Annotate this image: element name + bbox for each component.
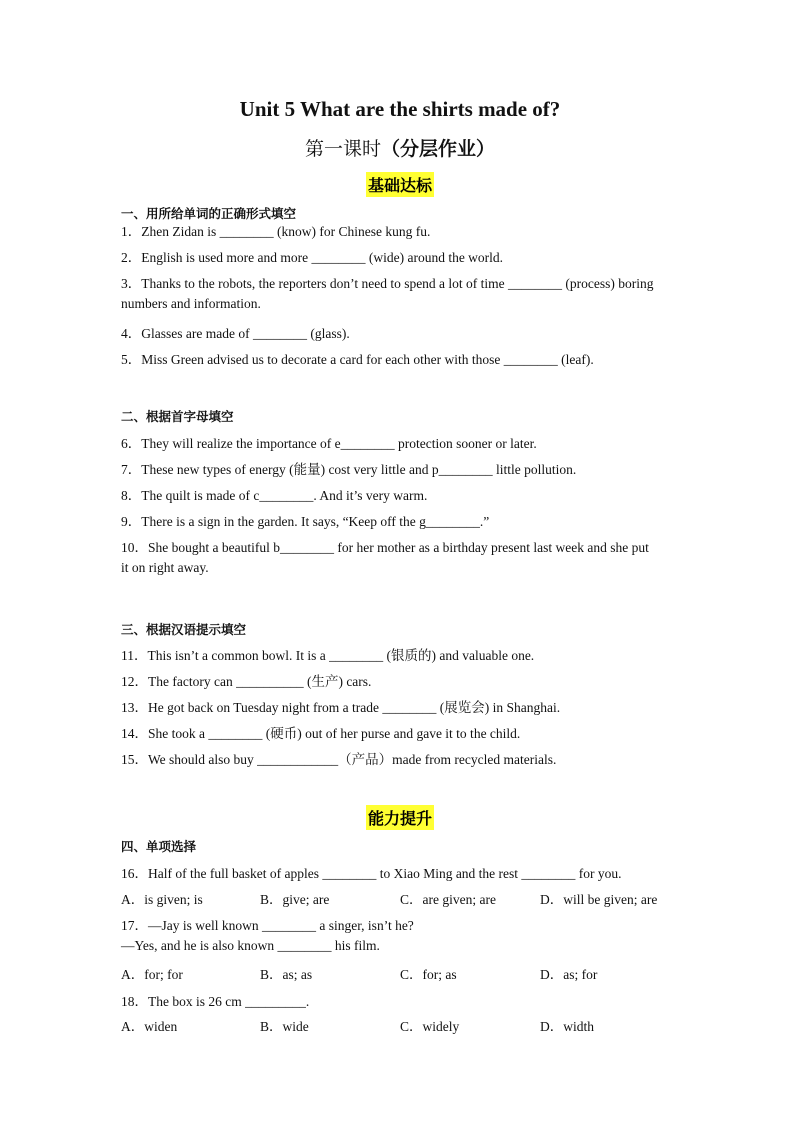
- section-4-heading: 四、单项选择: [121, 839, 197, 854]
- question-5: 5．Miss Green advised us to decorate a card for each other with those ________ (leaf).: [121, 352, 594, 367]
- section-3-heading: 三、根据汉语提示填空: [121, 622, 247, 637]
- question-17-reply: —Yes, and he is also known ________ his film.: [121, 938, 380, 953]
- advanced-level-heading: [0, 805, 800, 830]
- q18-option-d: D．width: [540, 1019, 594, 1034]
- question-14: 14．She took a ________ (硬币) out of her purse and gave it to the child.: [121, 726, 521, 741]
- question-1: 1．Zhen Zidan is ________ (know) for Chinese kung fu.: [121, 224, 431, 239]
- page-title: Unit 5 What are the shirts made of?: [239, 97, 561, 121]
- question-10: 10．She bought a beautiful b________ for her mother as a birthday present last week and she put: [121, 540, 649, 555]
- q16-option-a: A．is given; is: [121, 892, 203, 907]
- question-3-continued: numbers and information.: [121, 296, 261, 311]
- question-17: 17．—Jay is well known ________ a singer, isn’t he?: [121, 918, 414, 933]
- q18-option-a: A．widen: [121, 1019, 178, 1034]
- q18-option-c: C．widely: [400, 1019, 460, 1034]
- question-12: 12．The factory can __________ (生产) cars.: [121, 674, 372, 689]
- question-4: 4．Glasses are made of ________ (glass).: [121, 326, 350, 341]
- q16-option-b: B．give; are: [260, 892, 330, 907]
- question-11: 11．This isn’t a common bowl. It is a ________ (银质的) and valuable one.: [121, 648, 535, 663]
- q17-option-b: B．as; as: [260, 967, 313, 982]
- page-subtitle: [0, 134, 800, 161]
- section-2-heading: 二、根据首字母填空: [121, 409, 234, 424]
- question-15: 15．We should also buy ____________（产品）made from recycled materials.: [121, 752, 557, 767]
- question-3: 3．Thanks to the robots, the reporters don’t need to spend a lot of time ________ (process) boring: [121, 276, 654, 291]
- section-1-heading: 一、用所给单词的正确形式填空: [121, 206, 297, 221]
- q17-option-d: D．as; for: [540, 967, 598, 982]
- question-7: 7．These new types of energy (能量) cost very little and p________ little pollution.: [121, 462, 577, 477]
- basic-level-badge: 基础达标: [366, 172, 434, 197]
- question-16: 16．Half of the full basket of apples ________ to Xiao Ming and the rest ________ for you.: [121, 866, 622, 881]
- basic-level-heading: [0, 172, 800, 197]
- subtitle-tier: （分层作业）: [381, 138, 496, 160]
- q16-option-d: D．will be given; are: [540, 892, 658, 907]
- question-2: 2．English is used more and more ________ (wide) around the world.: [121, 250, 504, 265]
- question-9: 9．There is a sign in the garden. It says, “Keep off the g________.”: [121, 514, 490, 529]
- question-10-continued: it on right away.: [121, 560, 209, 575]
- question-6: 6．They will realize the importance of e________ protection sooner or later.: [121, 436, 537, 451]
- subtitle-lesson: 第一课时: [304, 138, 381, 160]
- question-18: 18．The box is 26 cm _________.: [121, 994, 310, 1009]
- question-8: 8．The quilt is made of c________. And it’s very warm.: [121, 488, 428, 503]
- q17-option-a: A．for; for: [121, 967, 183, 982]
- question-13: 13．He got back on Tuesday night from a trade ________ (展览会) in Shanghai.: [121, 700, 561, 715]
- q18-option-b: B．wide: [260, 1019, 309, 1034]
- q17-option-c: C．for; as: [400, 967, 457, 982]
- q16-option-c: C．are given; are: [400, 892, 496, 907]
- advanced-level-badge: 能力提升: [366, 805, 434, 830]
